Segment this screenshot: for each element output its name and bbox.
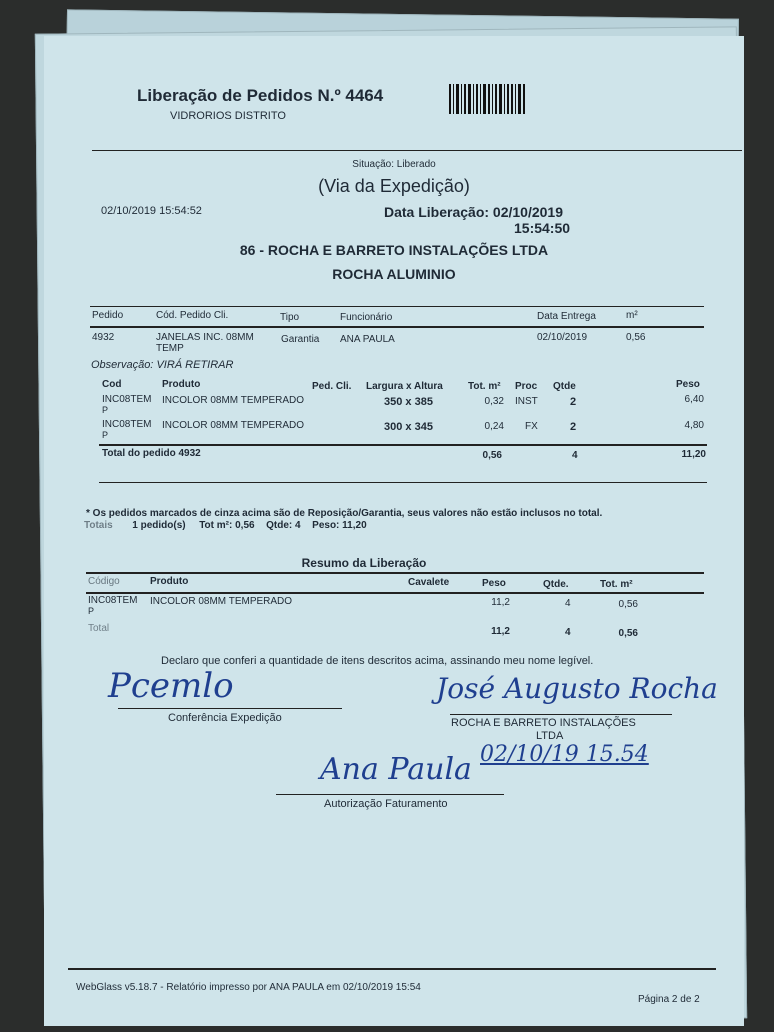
divider — [92, 150, 742, 151]
itens-col-tot-m2: Tot. m² — [468, 381, 501, 392]
cliente-assinatura-label: ROCHA E BARRETO INSTALAÇÕES — [451, 717, 636, 729]
totais-linha — [84, 520, 367, 531]
signature-line — [118, 708, 342, 709]
item-produto: INCOLOR 08MM TEMPERADO — [162, 420, 305, 431]
item-proc: FX — [525, 421, 538, 432]
resumo-total-peso: 11,2 — [491, 626, 510, 637]
col-data-entrega: Data Entrega — [537, 311, 596, 322]
declaracao: Declaro que conferi a quantidade de itens descritos acima, assinando meu nome legível. — [161, 655, 594, 667]
resumo-cod-sufixo: P — [88, 606, 95, 616]
document-page — [44, 36, 744, 1026]
item-peso: 6,40 — [684, 394, 704, 405]
observacao-label: Observação: — [91, 359, 154, 371]
itens-col-peso: Peso — [676, 379, 700, 390]
cliente-assinatura-label-2: LTDA — [536, 730, 564, 742]
conferencia-label: Conferência Expedição — [168, 712, 282, 724]
total-pedido-qtde: 4 — [572, 450, 578, 461]
observacao-texto: VIRÁ RETIRAR — [156, 359, 234, 371]
col-tipo: Tipo — [280, 312, 300, 323]
document-title: Liberação de Pedidos N.º 4464 — [137, 86, 384, 105]
itens-col-proc: Proc — [515, 381, 538, 392]
col-funcionario: Funcionário — [340, 312, 393, 323]
item-dimensoes: 300 x 345 — [384, 421, 433, 433]
hora-liberacao: 15:54:50 — [514, 220, 571, 236]
company-name: VIDRORIOS DISTRITO — [170, 110, 286, 122]
resumo-col-produto: Produto — [150, 576, 189, 587]
signature-autorizacao: Ana Paula — [320, 752, 472, 787]
resumo-peso: 11,2 — [491, 597, 510, 608]
cliente-nome: 86 - ROCHA E BARRETO INSTALAÇÕES LTDA — [239, 242, 549, 258]
resumo-col-peso: Peso — [482, 578, 506, 589]
item-peso: 4,80 — [684, 420, 704, 431]
item-qtde: 2 — [570, 396, 577, 408]
signature-line — [450, 714, 672, 715]
pedido-m2: 0,56 — [626, 332, 646, 343]
pedido-funcionario: ANA PAULA — [340, 334, 395, 345]
signature-conferencia: Pcemlo — [108, 666, 234, 706]
itens-col-cod: Cod — [102, 379, 122, 390]
resumo-col-codigo: Código — [88, 576, 120, 587]
footer-info: WebGlass v5.18.7 - Relatório impresso por ANA PAULA em 02/10/2019 15:54 — [76, 982, 421, 993]
itens-col-dimensoes: Largura x Altura — [366, 381, 443, 392]
total-pedido-peso: 11,20 — [681, 449, 706, 460]
pedido-tipo: Garantia — [281, 334, 320, 345]
divider — [86, 572, 704, 574]
totais-peso: Peso: 11,20 — [312, 520, 367, 531]
signature-line — [276, 794, 504, 795]
resumo-title: Resumo da Liberação — [301, 556, 427, 570]
resumo-produto: INCOLOR 08MM TEMPERADO — [150, 596, 293, 607]
resumo-total-qtde: 4 — [565, 627, 571, 638]
item-cod: INC08TEM — [102, 419, 152, 430]
item-dimensoes: 350 x 385 — [384, 396, 433, 408]
divider — [86, 592, 704, 594]
resumo-total-m2: 0,56 — [618, 628, 638, 639]
itens-col-ped-cli: Ped. Cli. — [312, 381, 352, 392]
autorizacao-label: Autorização Faturamento — [324, 798, 448, 810]
print-timestamp: 02/10/2019 15:54:52 — [101, 205, 202, 217]
totais-label: Totais — [84, 520, 113, 531]
divider — [99, 444, 707, 446]
cod-cli-linha1: JANELAS INC. 08MM — [156, 332, 254, 343]
item-produto: INCOLOR 08MM TEMPERADO — [162, 395, 305, 406]
resumo-qtde: 4 — [565, 598, 571, 609]
col-m2: m² — [626, 310, 638, 321]
resumo-col-cavalete: Cavalete — [408, 577, 450, 588]
situacao: Situação: Liberado — [352, 159, 436, 170]
totais-m2: Tot m²: 0,56 — [199, 520, 255, 531]
totais-pedidos: 1 pedido(s) — [132, 520, 186, 531]
col-pedido: Pedido — [92, 310, 124, 321]
resumo-cod: INC08TEM — [88, 595, 138, 606]
item-tot-m2: 0,32 — [484, 396, 504, 407]
via-expedicao: (Via da Expedição) — [318, 176, 470, 196]
divider — [99, 482, 707, 483]
signature-data: 02/10/19 15.54 — [480, 742, 649, 767]
divider — [90, 326, 704, 328]
item-proc: INST — [515, 396, 538, 407]
item-cod-sufixo: P — [102, 405, 109, 415]
data-liberacao: Data Liberação: 02/10/2019 — [384, 204, 563, 220]
itens-col-produto: Produto — [162, 379, 201, 390]
nota-reposicao: * Os pedidos marcados de cinza acima são de Reposição/Garantia, seus valores não estão inclusos no total. — [86, 508, 603, 519]
pedido-numero: 4932 — [92, 332, 115, 343]
item-cod-sufixo: P — [102, 430, 109, 440]
total-pedido-m2: 0,56 — [482, 450, 502, 461]
col-cod-cli: Cód. Pedido Cli. — [156, 310, 229, 321]
divider — [90, 306, 704, 307]
item-qtde: 2 — [570, 421, 577, 433]
item-tot-m2: 0,24 — [484, 421, 504, 432]
divider — [68, 968, 716, 970]
resumo-col-qtde: Qtde. — [543, 579, 569, 590]
itens-col-qtde: Qtde — [553, 381, 576, 392]
totais-qtde: Qtde: 4 — [266, 520, 301, 531]
barcode — [449, 84, 531, 114]
signature-cliente: José Augusto Rocha — [436, 672, 718, 705]
cod-cli-linha2: TEMP — [156, 343, 184, 354]
total-pedido-label: Total do pedido 4932 — [102, 448, 201, 459]
item-cod: INC08TEM — [102, 394, 152, 405]
resumo-tot-m2: 0,56 — [618, 599, 638, 610]
pedido-data-entrega: 02/10/2019 — [537, 332, 588, 343]
resumo-total-label: Total — [88, 623, 110, 634]
page-number: Página 2 de 2 — [638, 994, 700, 1005]
cliente-fantasia: ROCHA ALUMINIO — [332, 266, 456, 282]
resumo-col-tot-m2: Tot. m² — [600, 579, 633, 590]
